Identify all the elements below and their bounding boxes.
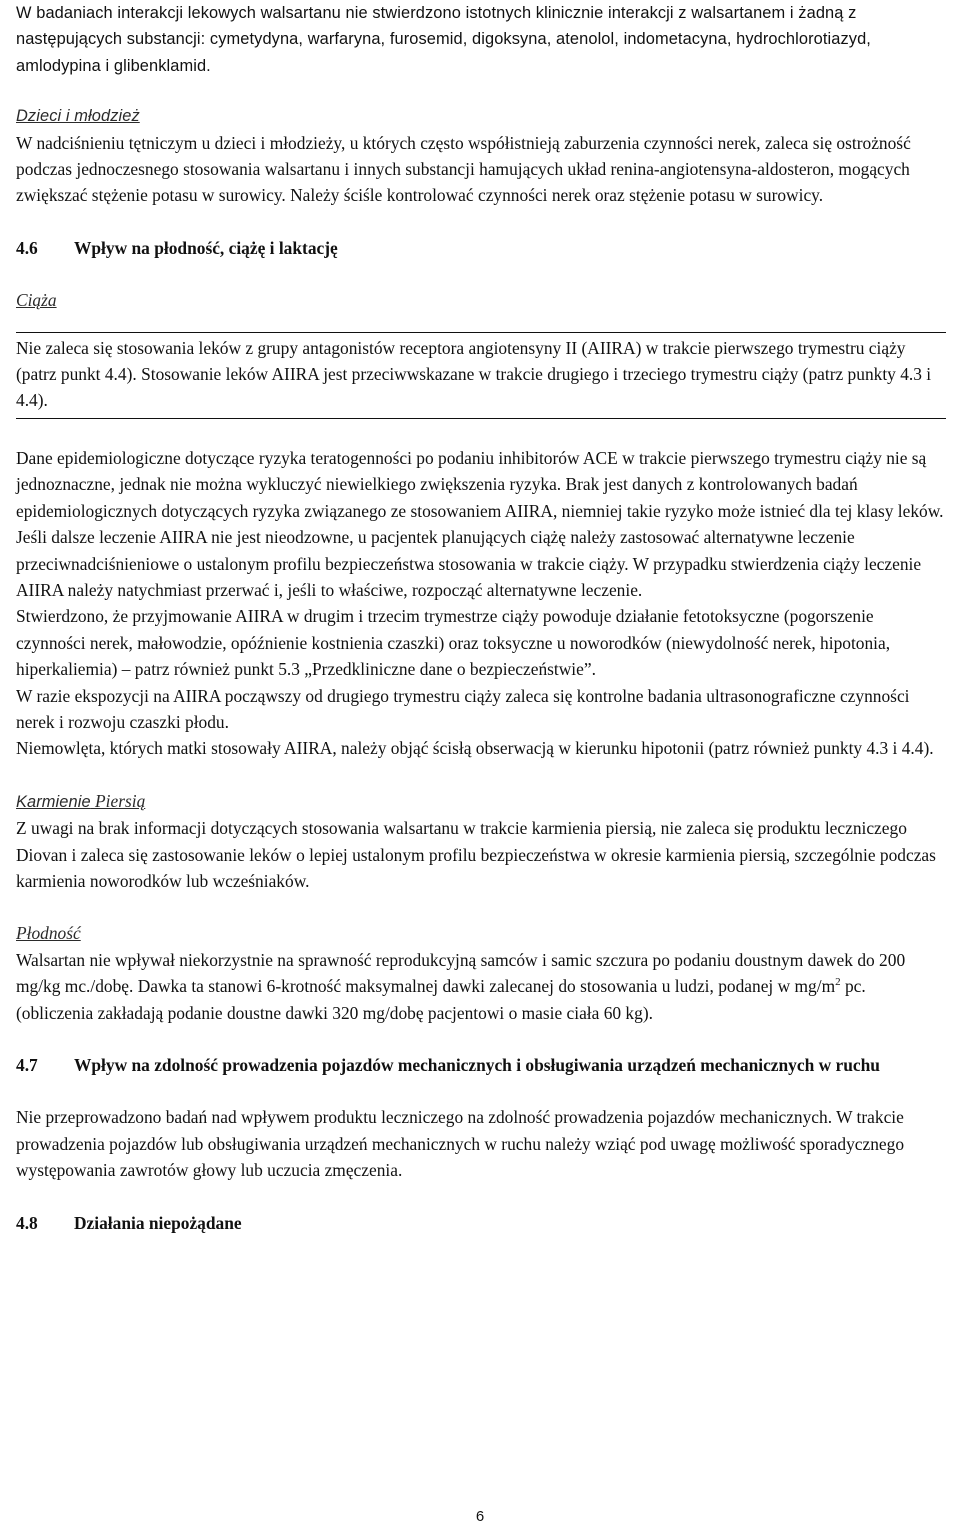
pregnancy-paragraph-fetotoxicity: Stwierdzono, że przyjmowanie AIIRA w drugim i trzecim trymestrze ciąży powoduje działanie fetotoksyczne (pogorszenie czynności nerek, małowodzie, opóźnienie kostnienia czaszki) oraz toksyczne u noworodków (niewydolność nerek, hipotonia, hiperkaliemia) – patrz również punkt 5.3 „Przedkliniczne dane o bezpieczeństwie”.	[16, 606, 891, 680]
fertility-text-end: pc. (obliczenia zakładają podanie doustne dawki 320 mg/dobę pacjentowi o masie ciała 60 kg).	[16, 976, 866, 1023]
pregnancy-paragraph-infants: Niemowlęta, których matki stosowały AIIRA, należy objąć ścisłą obserwacją w kierunku hipotonii (patrz również punkty 4.3 i 4.4).	[16, 738, 934, 759]
pregnancy-warning-box	[16, 332, 946, 419]
section-title: Wpływ na zdolność prowadzenia pojazdów mechanicznych i obsługiwania urządzeń mechanicznych w ruchu	[74, 1055, 880, 1075]
driving-paragraph: Nie przeprowadzono badań nad wpływem produktu leczniczego na zdolność prowadzenia pojazdów mechanicznych. W trakcie prowadzenia pojazdów lub obsługiwania urządzeń mechanicznych w ruchu należy wziąć pod uwagę możliwość sporadycznego występowania zawrotów głowy lub uczucia zmęczenia.	[16, 1107, 905, 1181]
section-title: Działania niepożądane	[74, 1212, 242, 1233]
breastfeeding-subheading	[16, 788, 946, 815]
interactions-paragraph: W badaniach interakcji lekowych walsartanu nie stwierdzono istotnych klinicznie interakcji z walsartanem i żadną z następujących substancji: cymetydyna, warfaryna, furosemid, digoksyna, atenolol, indometacyna, hydrochlorotiazyd, amlodypina i glibenklamid.	[16, 4, 871, 75]
children-paragraph: W nadciśnieniu tętniczym u dzieci i młodzieży, u których często współistnieją zaburzenia czynności nerek, zaleca się ostrożność podczas jednoczesnego stosowania walsartanu i innych substancji hamujących układ renina-angiotensyna-aldosteron, mogących zwiększać stężenie potasu w surowicy. Należy ściśle kontrolować czynności nerek oraz stężenie potasu w surowicy.	[16, 132, 911, 206]
page-number: 6	[475, 1508, 485, 1525]
pregnancy-paragraph-exposure: W razie ekspozycji na AIIRA począwszy od drugiego trymestru ciąży zaleca się kontrolne badania ultrasonograficzne czynności nerek i rozwoju czaszki płodu.	[16, 685, 910, 732]
breastfeeding-heading-part1: Karmienie	[16, 792, 91, 811]
section-number: 4.7	[16, 1055, 38, 1075]
section-number: 4.8	[16, 1212, 38, 1233]
breastfeeding-heading-part2: Piersią	[90, 790, 146, 811]
breastfeeding-paragraph: Z uwagi na brak informacji dotyczących stosowania walsartanu w trakcie karmienia piersią, nie zaleca się produktu leczniczego Diovan i zaleca się zastosowanie leków o lepiej ustalonym profilu bezpieczeństwa w okresie karmienia piersią, szczególnie podczas karmienia noworodków lub wcześniaków.	[16, 818, 936, 891]
document-page	[16, 0, 946, 1236]
fertility-paragraph	[16, 947, 946, 1026]
section-title: Wpływ na płodność, ciążę i laktację	[74, 237, 338, 258]
fertility-superscript: 2	[835, 976, 841, 989]
children-subheading: Dzieci i młodzież	[16, 107, 140, 126]
pregnancy-paragraph-epidemiology: Dane epidemiologiczne dotyczące ryzyka teratogenności po podaniu inhibitorów ACE w trakcie pierwszego trymestru ciąży nie są jednoznaczne, jednak nie można wykluczyć niewielkiego zwiększenia ryzyka. Brak jest danych z kontrolowanych badań epidemiologicznych dotyczących ryzyka związanego ze stosowaniem AIIRA, niemniej takie ryzyko może istnieć dla tej klasy leków. Jeśli dalsze leczenie AIIRA nie jest nieodzowne, u pacjentek planujących ciążę należy zastosować alternatywne leczenie przeciwnadciśnieniowe o ustalonym profilu bezpieczeństwa stosowania w trakcie ciąży. W przypadku stwierdzenia ciąży leczenie AIIRA należy natychmiast przerwać i, jeśli to właściwe, rozpocząć alternatywne leczenie.	[16, 447, 944, 600]
section-number: 4.6	[16, 237, 38, 258]
pregnancy-subheading: Ciąża	[16, 290, 57, 311]
section-4-6-heading	[16, 235, 946, 261]
pregnancy-warning-text: Nie zaleca się stosowania leków z grupy antagonistów receptora angiotensyny II (AIIRA) w trakcie pierwszego trymestru ciąży (patrz punkt 4.4). Stosowanie leków AIIRA jest przeciwwskazane w trakcie drugiego i trzeciego trymestru ciąży (patrz punkty 4.3 i 4.4).	[16, 337, 932, 411]
fertility-subheading: Płodność	[16, 923, 81, 944]
section-4-8-heading	[16, 1210, 946, 1236]
section-4-7-heading	[16, 1052, 946, 1078]
fertility-text-main: Walsartan nie wpływał niekorzystnie na sprawność reprodukcyjną samców i samic szczura po podaniu doustnym dawek do 200 mg/kg mc./dobę. Dawka ta stanowi 6-krotność maksymalnej dawki zalecanej do stosowania u ludzi, podanej w mg/m	[16, 949, 906, 997]
